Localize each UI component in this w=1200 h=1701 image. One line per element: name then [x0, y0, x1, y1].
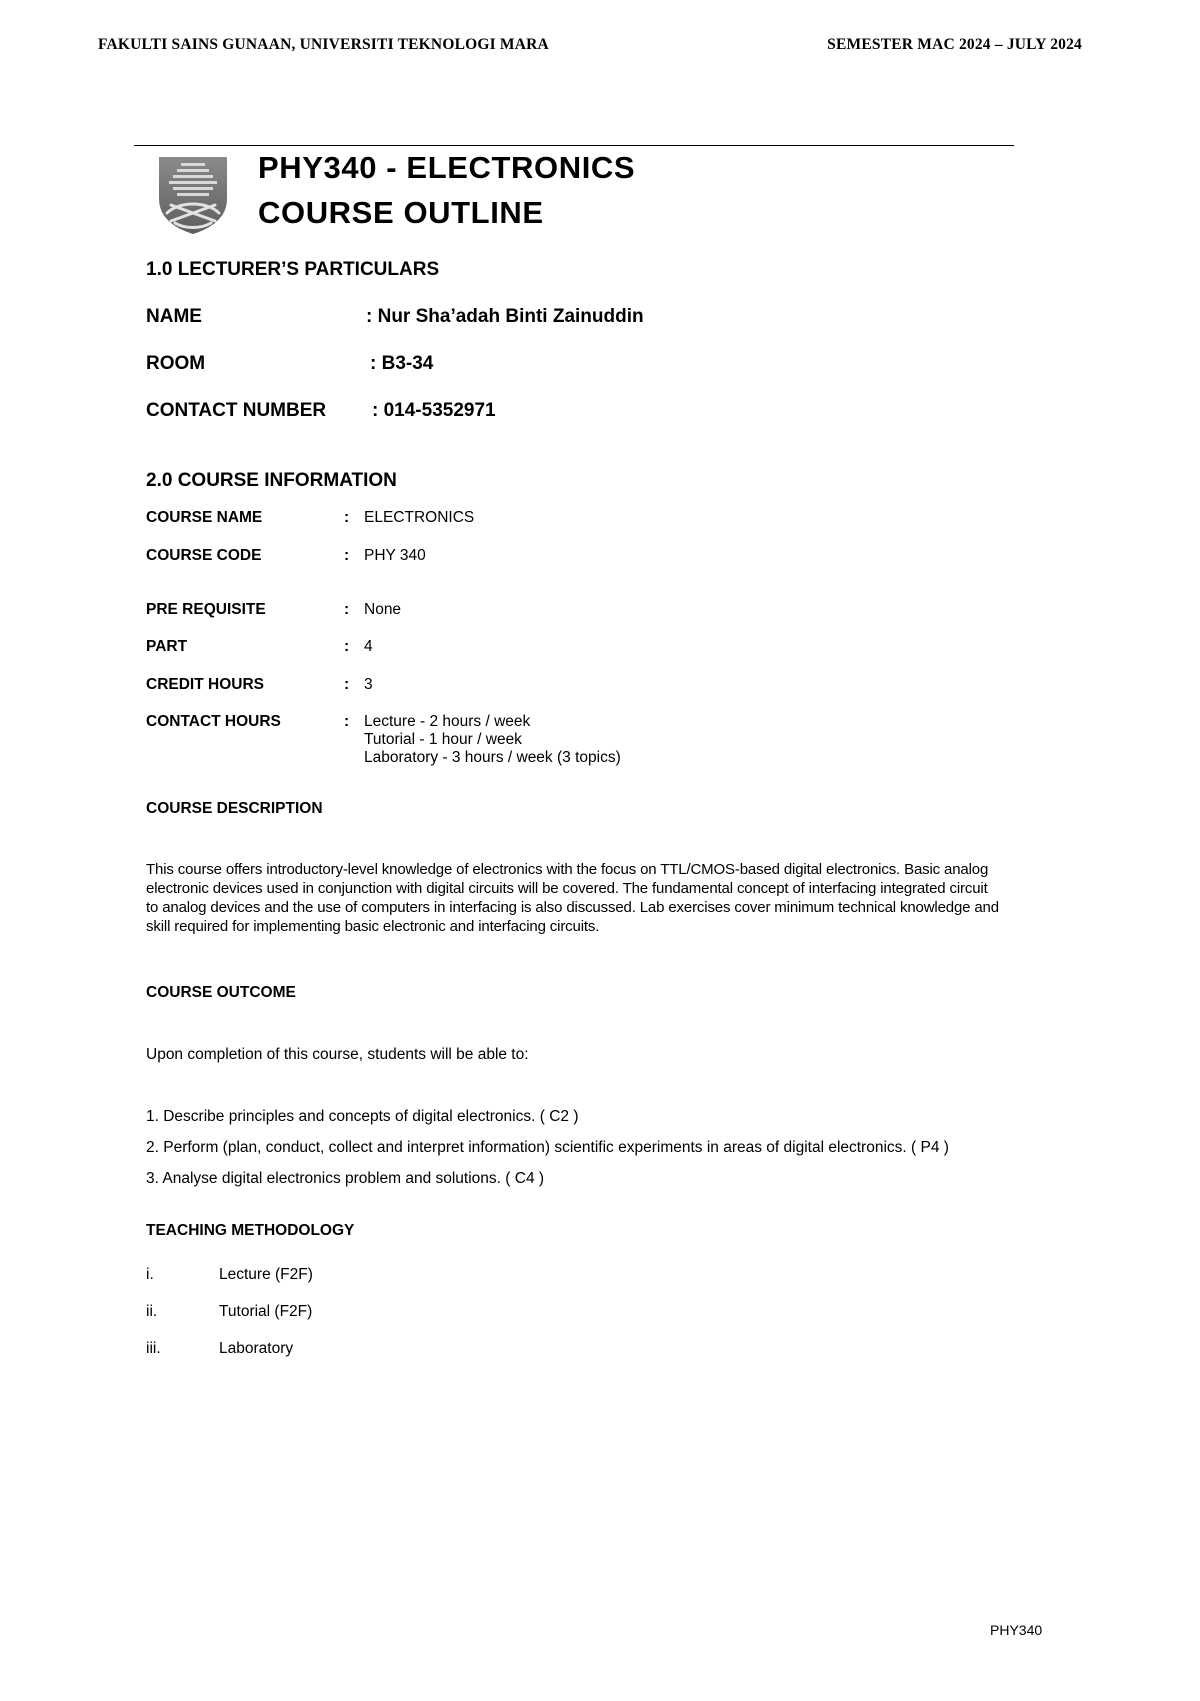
contact-hours-value	[364, 713, 621, 767]
lecturer-contact-value: : 014-5352971	[372, 400, 496, 421]
lecturer-contact-label: CONTACT NUMBER	[146, 400, 327, 421]
description-line: to analog devices and the use of computers in interfacing is also discussed. Lab exercises cover minimum technical knowledge and	[146, 899, 999, 916]
colon-separator: :	[344, 638, 350, 655]
methodology-item: Lecture (F2F)	[219, 1266, 313, 1283]
colon-separator: :	[344, 713, 350, 730]
course-outcome-intro: Upon completion of this course, students will be able to:	[146, 1046, 529, 1063]
contact-hours-tutorial: Tutorial - 1 hour / week	[364, 731, 522, 748]
title-divider	[134, 145, 1014, 146]
colon-separator: :	[344, 509, 350, 526]
course-name-label: COURSE NAME	[146, 509, 263, 526]
lecturer-room-label: ROOM	[146, 353, 206, 374]
methodology-item: Tutorial (F2F)	[219, 1303, 313, 1320]
prerequisite-value: None	[364, 601, 402, 618]
running-header-faculty: FAKULTI SAINS GUNAAN, UNIVERSITI TEKNOLOGI MARA	[98, 36, 549, 53]
contact-hours-label: CONTACT HOURS	[146, 713, 281, 730]
outcome-item: 2. Perform (plan, conduct, collect and interpret information) scientific experiments in areas of digital electronics. ( P4 )	[146, 1139, 949, 1156]
part-value: 4	[364, 638, 373, 655]
teaching-methodology-heading: TEACHING METHODOLOGY	[146, 1222, 355, 1239]
methodology-number: iii.	[146, 1340, 161, 1357]
university-crest-icon	[157, 155, 229, 235]
course-description-heading: COURSE DESCRIPTION	[146, 800, 323, 817]
course-code-value: PHY 340	[364, 547, 426, 564]
course-info-heading: 2.0 COURSE INFORMATION	[146, 470, 397, 491]
description-line: skill required for implementing basic electronic and interfacing circuits.	[146, 918, 600, 935]
course-description-text	[146, 860, 1081, 936]
methodology-number: ii.	[146, 1303, 158, 1320]
methodology-item: Laboratory	[219, 1340, 294, 1357]
prerequisite-label: PRE REQUISITE	[146, 601, 266, 618]
course-outcome-heading: COURSE OUTCOME	[146, 984, 296, 1001]
credit-hours-value: 3	[364, 676, 373, 693]
description-line: electronic devices used in conjunction with digital circuits will be covered. The fundamental concept of interfacing integrated circuit	[146, 880, 988, 897]
contact-hours-lecture: Lecture - 2 hours / week	[364, 713, 531, 730]
page-subtitle: COURSE OUTLINE	[258, 195, 544, 230]
colon-separator: :	[344, 676, 350, 693]
colon-separator: :	[344, 601, 350, 618]
description-line: This course offers introductory-level knowledge of electronics with the focus on TTL/CMOS-based digital electronics. Basic analog	[146, 861, 989, 878]
credit-hours-label: CREDIT HOURS	[146, 676, 264, 693]
methodology-number: i.	[146, 1266, 154, 1283]
page-title: PHY340 - ELECTRONICS	[258, 150, 636, 185]
course-code-label: COURSE CODE	[146, 547, 262, 564]
lecturer-name-label: NAME	[146, 306, 202, 327]
contact-hours-laboratory: Laboratory - 3 hours / week (3 topics)	[364, 749, 621, 766]
course-name-value: ELECTRONICS	[364, 509, 475, 526]
lecturer-room-value: : B3-34	[370, 353, 434, 374]
colon-separator: :	[344, 547, 350, 564]
running-header-semester: SEMESTER MAC 2024 – JULY 2024	[827, 36, 1082, 53]
part-label: PART	[146, 638, 188, 655]
lecturer-section-heading: 1.0 LECTURER’S PARTICULARS	[146, 259, 440, 280]
lecturer-name-value: : Nur Sha’adah Binti Zainuddin	[366, 306, 644, 327]
outcome-item: 1. Describe principles and concepts of digital electronics. ( C2 )	[146, 1108, 579, 1125]
page-footer-code: PHY340	[990, 1622, 1043, 1638]
outcome-item: 3. Analyse digital electronics problem and solutions. ( C4 )	[146, 1170, 545, 1187]
